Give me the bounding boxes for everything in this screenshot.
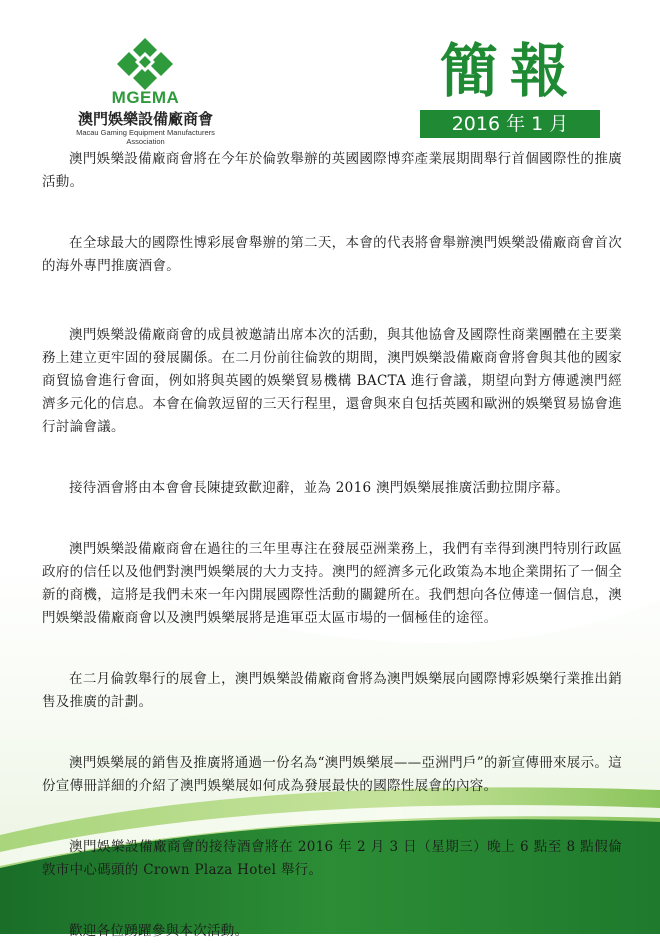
issue-date: 2016 年 1 月 bbox=[420, 110, 600, 138]
page-title: 簡報 bbox=[439, 37, 580, 105]
paragraph-6: 在二月倫敦舉行的展會上，澳門娛樂設備廠商會將為澳門娛樂展向國際博彩娛樂行業推出銷售及推廣的計劃。 bbox=[42, 671, 622, 710]
logo-name-zh: 澳門娛樂設備廠商會 bbox=[77, 110, 213, 128]
logo-diamond-icon bbox=[110, 38, 180, 90]
logo-brand-text: MGEMA bbox=[111, 88, 180, 107]
paragraph-7: 澳門娛樂展的銷售及推廣將通過一份名為“澳門娛樂展——亞洲門戶”的新宣傳冊來展示。這份宣傳冊詳細的介紹了澳門娛樂展如何成為發展最快的國際性展會的內容。 bbox=[42, 755, 622, 794]
mgema-logo bbox=[58, 38, 233, 146]
newsletter-title-block bbox=[420, 38, 600, 138]
article-body bbox=[42, 148, 622, 943]
logo-name-en: Macau Gaming Equipment Manufacturers Association bbox=[76, 128, 215, 146]
paragraph-5: 澳門娛樂設備廠商會在過往的三年里專注在發展亞洲業務上，我們有幸得到澳門特別行政區政府的信任以及他們對澳門娛樂展的大力支持。澳門的經濟多元化政策為本地企業開拓了一個全新的商機，這將是我們未來一年內開展國際性活動的關鍵所在。我們想向各位傳達一個信息，澳門娛樂設備廠商會以及澳門娛樂展將是進軍亞太區市場的一個極佳的途徑。 bbox=[42, 541, 622, 626]
paragraph-3: 澳門娛樂設備廠商會的成員被邀請出席本次的活動，與其他協會及國際性商業團體在主要業務上建立更牢固的發展關係。在二月份前往倫敦的期間，澳門娛樂設備廠商會將會與其他的國家商貿協會進行會面，例如將與英國的娛樂貿易機構 BACTA 進行會議，期望向對方傳遞澳門經濟多元化的信息。本會在倫敦逗留的三天行程里，還會與來自包括英國和歐洲的娛樂貿易協會進行討論會議。 bbox=[42, 327, 622, 435]
paragraph-2: 在全球最大的國際性博彩展會舉辦的第二天，本會的代表將會舉辦澳門娛樂設備廠商會首次的海外專門推廣酒會。 bbox=[42, 235, 622, 274]
paragraph-1: 澳門娛樂設備廠商會將在今年於倫敦舉辦的英國國際博弈產業展期間舉行首個國際性的推廣活動。 bbox=[42, 151, 622, 190]
paragraph-4: 接待酒會將由本會會長陳捷致歡迎辭，並為 2016 澳門娛樂展推廣活動拉開序幕。 bbox=[69, 480, 570, 496]
paragraph-9: 歡迎各位踴躍參與本次活動。 bbox=[69, 923, 249, 939]
paragraph-8: 澳門娛樂設備廠商會的接待酒會將在 2016 年 2 月 3 日（星期三）晚上 6 點至 8 點假倫敦市中心碼頭的 Crown Plaza Hotel 舉行。 bbox=[42, 839, 622, 878]
